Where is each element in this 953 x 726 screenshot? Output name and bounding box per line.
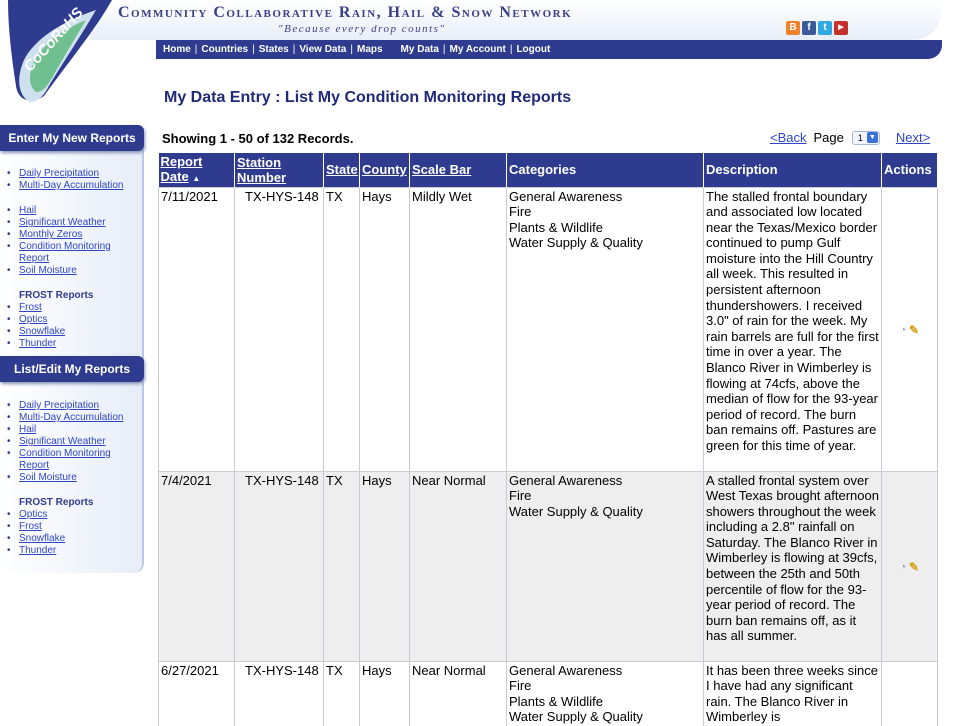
- cell-actions: [882, 471, 938, 661]
- cell-categories: [507, 661, 704, 726]
- cell-county: Hays: [360, 187, 410, 471]
- chevron-down-icon: ▼: [867, 132, 878, 143]
- sidebar-item-hail[interactable]: • Hail: [7, 205, 37, 216]
- table-row: [159, 661, 938, 726]
- cell-state: TX: [324, 187, 360, 471]
- list-item-hail[interactable]: • Hail: [7, 424, 37, 435]
- list-frost-heading: FROST Reports: [19, 497, 94, 508]
- cell-county: Hays: [360, 471, 410, 661]
- category: General Awareness: [509, 472, 623, 488]
- back-link[interactable]: <Back: [770, 130, 807, 145]
- col-county[interactable]: County: [360, 153, 410, 187]
- cell-scale: Near Normal: [410, 661, 507, 726]
- nav-countries[interactable]: Countries: [201, 44, 249, 55]
- cell-categories: [507, 187, 704, 471]
- category: Plants & Wildlife: [509, 693, 603, 709]
- cell-station: TX-HYS-148: [235, 661, 324, 726]
- facebook-icon[interactable]: f: [802, 21, 816, 35]
- list-item-condition-monitoring[interactable]: • Condition Monitoring Report: [7, 448, 111, 471]
- sidebar-item-thunder[interactable]: • Thunder: [7, 338, 57, 349]
- pencil-edit-icon[interactable]: ✎: [908, 322, 920, 337]
- twitter-icon[interactable]: t: [818, 21, 832, 35]
- list-reports-list: [7, 400, 123, 484]
- sidebar-item-snowflake[interactable]: • Snowflake: [7, 326, 66, 337]
- cell-description: A stalled frontal system over West Texas brought afternoon showers throughout the week including a 2.8" rainfall on Saturday. The Blanco River in Wimberley is flowing at 39cfs, between the 25th and 50th percentile of flow for the 93-year period of record. The burn ban remains off, as it has all summer.: [704, 471, 882, 661]
- enter-reports-list-2: [7, 205, 119, 277]
- cell-county: Hays: [360, 661, 410, 726]
- table-row: [159, 187, 938, 471]
- sort-asc-icon: ▲: [192, 173, 201, 183]
- nav-my-data[interactable]: My Data: [400, 44, 439, 55]
- enter-reports-heading: Enter My New Reports: [0, 125, 144, 151]
- sidebar-item-condition-monitoring[interactable]: • Condition Monitoring Report: [7, 241, 111, 264]
- list-frost-list: [7, 509, 65, 557]
- cell-date: 7/11/2021: [159, 187, 235, 471]
- page-title: My Data Entry : List My Condition Monitoring Reports: [164, 89, 572, 106]
- cell-scale: Near Normal: [410, 471, 507, 661]
- list-item-optics[interactable]: • Optics: [7, 509, 48, 520]
- site-tagline: "Because every drop counts": [278, 23, 446, 35]
- frost-reports-heading: FROST Reports: [19, 290, 94, 301]
- sidebar-item-monthly-zeros[interactable]: • Monthly Zeros: [7, 229, 83, 240]
- sidebar-item-significant-weather[interactable]: • Significant Weather: [7, 217, 106, 228]
- col-station-number[interactable]: Station Number: [235, 153, 324, 187]
- pagination: [770, 130, 930, 145]
- cell-state: TX: [324, 661, 360, 726]
- cell-scale: Mildly Wet: [410, 187, 507, 471]
- list-item-soil-moisture[interactable]: • Soil Moisture: [7, 472, 77, 483]
- category: Fire: [509, 488, 532, 504]
- category: General Awareness: [509, 662, 623, 678]
- list-item-snowflake[interactable]: • Snowflake: [7, 533, 66, 544]
- col-state[interactable]: State: [324, 153, 360, 187]
- social-icons: [786, 21, 848, 35]
- next-link[interactable]: Next>: [895, 130, 931, 145]
- cell-categories: [507, 471, 704, 661]
- table-header-row: [159, 153, 938, 187]
- col-actions: Actions: [882, 153, 938, 187]
- nav-logout[interactable]: Logout: [516, 44, 551, 55]
- top-navigation: Home | Countries | States | View Data | Maps My Data | My Account | Logout: [156, 40, 942, 59]
- cell-description: The stalled frontal boundary and associated low located near the Texas/Mexico border continued to pump Gulf moisture into the Hill Country all week. This resulted in persistent afternoon thundershowers. I received 3.0" of rain for the week. My rain barrels are full for the first time in over a year. The Blanco River in Wimberley is flowing at 74cfs, above the median of flow for the 93-year period of record. The burn ban remains off. Pastures are green for this time of year.: [704, 187, 882, 471]
- category: Water Supply & Quality: [509, 235, 643, 251]
- sidebar-item-soil-moisture[interactable]: • Soil Moisture: [7, 265, 77, 276]
- cell-station: TX-HYS-148: [235, 471, 324, 661]
- cell-actions: [882, 187, 938, 471]
- cocorahs-logo[interactable]: [0, 0, 112, 110]
- sidebar-item-optics[interactable]: • Optics: [7, 314, 48, 325]
- page-select-value: 1: [857, 132, 863, 143]
- category: General Awareness: [509, 188, 623, 204]
- category: Fire: [509, 204, 532, 220]
- nav-home[interactable]: Home: [163, 44, 191, 55]
- site-header: [0, 0, 953, 62]
- table-row: [159, 471, 938, 661]
- sidebar-item-multi-day-accumulation[interactable]: • Multi-Day Accumulation: [7, 180, 124, 191]
- logo-text: CoCoRaHS: [20, 4, 87, 76]
- list-reports-heading: List/Edit My Reports: [0, 356, 144, 382]
- cell-station: TX-HYS-148: [235, 187, 324, 471]
- nav-view-data[interactable]: View Data: [299, 44, 347, 55]
- category: Fire: [509, 678, 532, 694]
- col-scale-bar[interactable]: Scale Bar: [410, 153, 507, 187]
- list-item-thunder[interactable]: • Thunder: [7, 545, 57, 556]
- pencil-edit-icon[interactable]: ✎: [908, 559, 920, 574]
- blogger-icon[interactable]: B: [786, 21, 800, 35]
- view-icon[interactable]: ◔: [899, 324, 906, 336]
- category: Plants & Wildlife: [509, 219, 603, 235]
- list-item-frost[interactable]: • Frost: [7, 521, 42, 532]
- category: Water Supply & Quality: [509, 709, 643, 725]
- records-count: Showing 1 - 50 of 132 Records.: [162, 131, 354, 146]
- sidebar: [0, 110, 150, 580]
- col-description: Description: [704, 153, 882, 187]
- enter-reports-list-1: [7, 168, 123, 192]
- nav-maps[interactable]: Maps: [356, 44, 383, 55]
- sidebar-item-daily-precipitation[interactable]: • Daily Precipitation: [7, 168, 100, 179]
- list-item-multi-day-accumulation[interactable]: • Multi-Day Accumulation: [7, 412, 124, 423]
- cell-description: It has been three weeks since I have had any significant rain. The Blanco River in Wimberley is: [704, 661, 882, 726]
- site-title: Community Collaborative Rain, Hail & Snow Network: [118, 4, 573, 21]
- col-categories: Categories: [507, 153, 704, 187]
- list-item-daily-precipitation[interactable]: • Daily Precipitation: [7, 400, 100, 411]
- view-icon[interactable]: ◔: [899, 561, 906, 573]
- page-label: Page: [813, 130, 844, 145]
- cell-actions: [882, 661, 938, 726]
- reports-table: [158, 153, 938, 726]
- nav-states[interactable]: States: [258, 44, 289, 55]
- cell-date: 7/4/2021: [159, 471, 235, 661]
- col-report-date[interactable]: Report Date ▲: [159, 153, 235, 187]
- page-select[interactable]: [852, 131, 880, 145]
- nav-my-account[interactable]: My Account: [449, 44, 506, 55]
- youtube-icon[interactable]: ▶: [834, 21, 848, 35]
- list-item-significant-weather[interactable]: • Significant Weather: [7, 436, 106, 447]
- cell-state: TX: [324, 471, 360, 661]
- cell-date: 6/27/2021: [159, 661, 235, 726]
- enter-frost-list: [7, 302, 65, 350]
- category: Water Supply & Quality: [509, 503, 643, 519]
- sidebar-item-frost[interactable]: • Frost: [7, 302, 42, 313]
